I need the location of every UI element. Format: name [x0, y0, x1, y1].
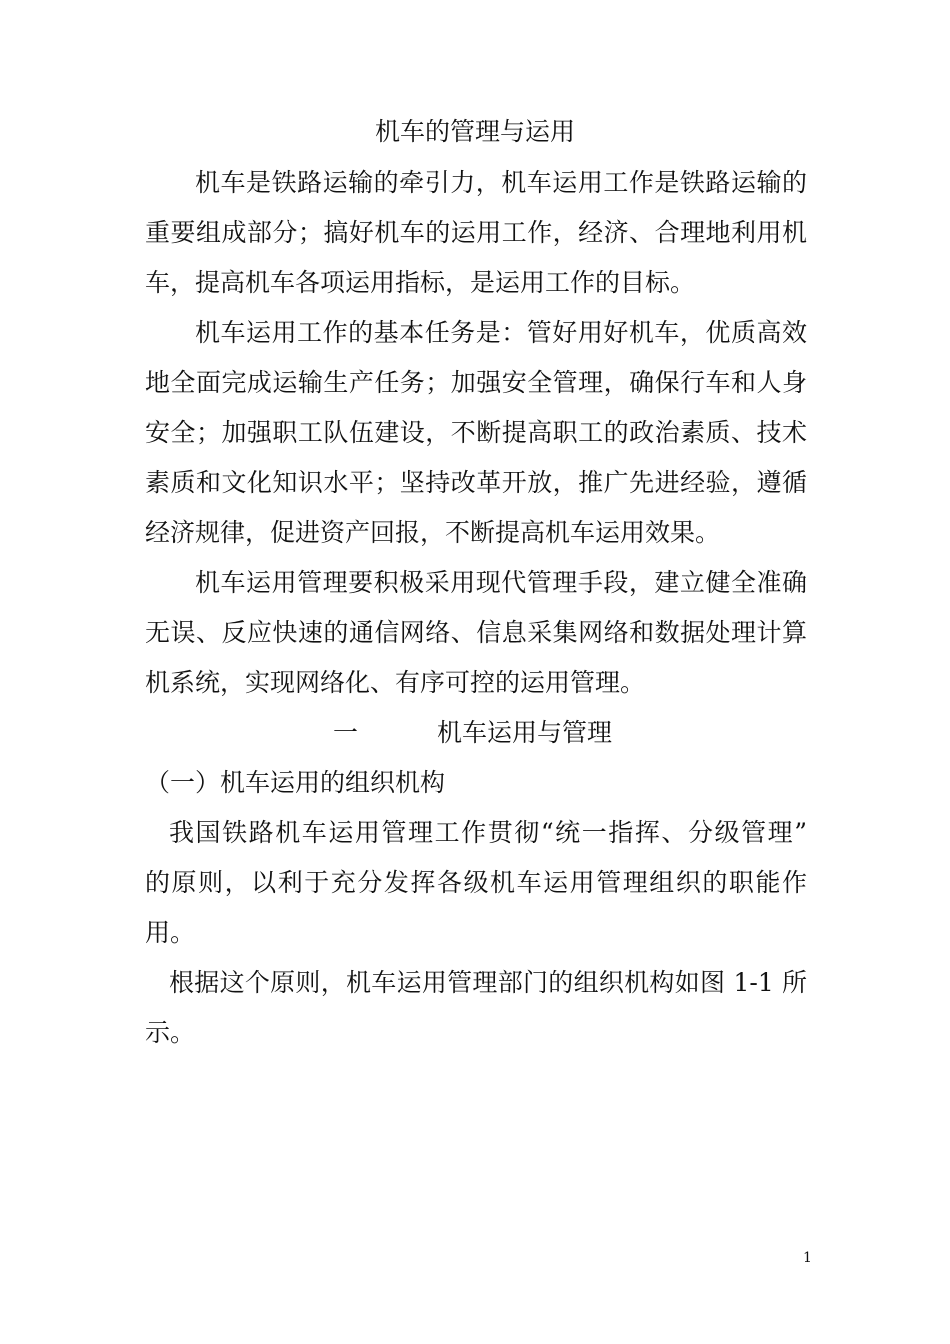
paragraph-line: 的原则，以利于充分发挥各级机车运用管理组织的职能作	[145, 868, 807, 897]
paragraph-line: 我国铁路机车运用管理工作贯彻“统一指挥、分级管理”	[169, 818, 807, 847]
paragraph-line: 安全；加强职工队伍建设，不断提高职工的政治素质、技术	[145, 418, 807, 447]
paragraph-line: 机车运用工作的基本任务是：管好用好机车，优质高效	[195, 318, 807, 347]
page-number: 1	[803, 1250, 812, 1266]
paragraph-line: 车，提高机车各项运用指标，是运用工作的目标。	[145, 268, 696, 297]
paragraph-line: 重要组成部分；搞好机车的运用工作，经济、合理地利用机	[145, 218, 807, 247]
subsection-title: （一）机车运用的组织机构	[145, 768, 446, 797]
document-title: 机车的管理与运用	[374, 117, 575, 146]
paragraph-line: 机车运用管理要积极采用现代管理手段，建立健全准确	[195, 568, 807, 597]
paragraph-line: 用。	[145, 918, 196, 947]
paragraph-line: 地全面完成运输生产任务；加强安全管理，确保行车和人身	[145, 368, 807, 397]
paragraph-line: 机车是铁路运输的牵引力，机车运用工作是铁路运输的	[195, 168, 807, 197]
paragraph-line: 示。	[145, 1018, 196, 1047]
paragraph-line: 素质和文化知识水平；坚持改革开放，推广先进经验，遵循	[145, 468, 807, 497]
section-number: 一	[333, 718, 359, 747]
paragraph-line: 根据这个原则，机车运用管理部门的组织机构如图 1-1 所	[169, 968, 807, 997]
section-title: 机车运用与管理	[437, 718, 613, 747]
paragraph-line: 无误、反应快速的通信网络、信息采集网络和数据处理计算	[145, 618, 807, 647]
paragraph-line: 机系统，实现网络化、有序可控的运用管理。	[145, 668, 646, 697]
paragraph-line: 经济规律，促进资产回报，不断提高机车运用效果。	[145, 518, 721, 547]
